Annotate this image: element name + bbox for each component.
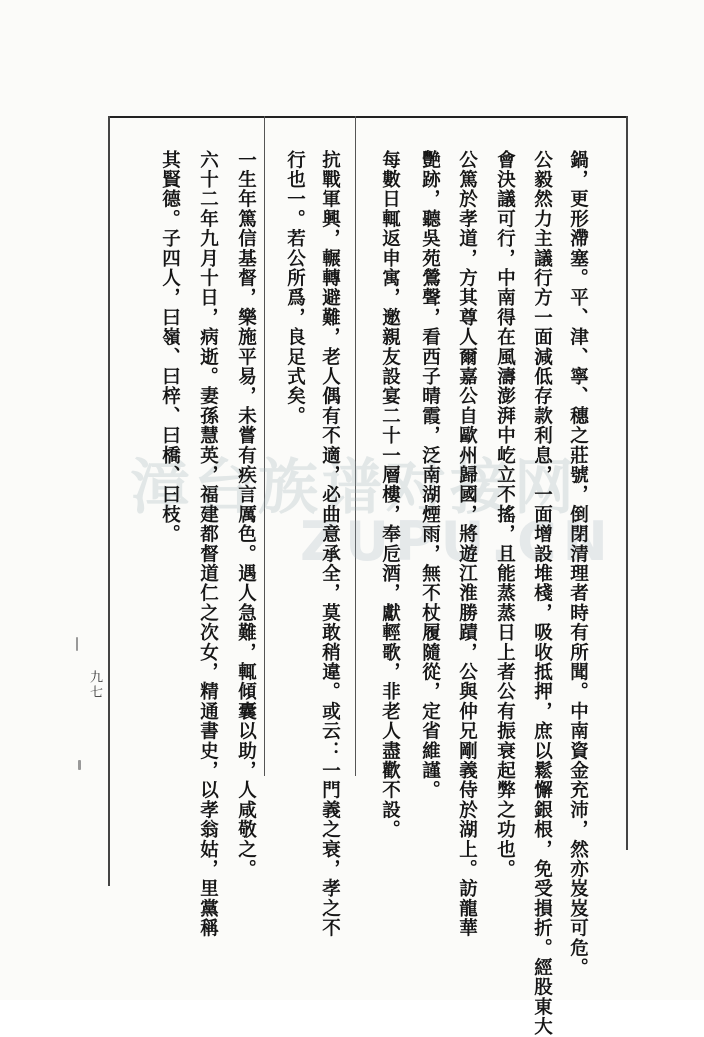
text-column-2: 公毅然力主議行方一面減低存款利息，一面增設堆棧，吸收抵押，庶以鬆懈銀根，免受損折。經股東大 [531, 150, 553, 1037]
text-column-6: 每數日輒返申寓，邀親友設宴二十一層樓，奉卮酒，獻輕歌，非老人盡歡不設。 [379, 150, 401, 840]
frame-left-rule [108, 116, 110, 886]
text-column-11: 其賢德。子四人，曰嶺、曰梓、曰橋、曰枝。 [159, 150, 181, 544]
frame-right-rule [626, 116, 628, 850]
frame-top-rule [108, 116, 628, 118]
page-number: 九七 [87, 670, 102, 700]
text-column-1: 鍋，更形滯塞。平、津、寧、穗之莊號，倒閉清理者時有所聞。中南資金充沛，然亦岌岌可危。 [567, 150, 589, 978]
text-column-5: 艷跡，聽吳苑鶯聲，看西子晴霞，泛南湖煙雨，無不杖履隨從，定省維謹。 [419, 150, 441, 801]
scan-speck [76, 637, 78, 651]
watermark-text: 漳台族谱对接网 [130, 453, 578, 523]
text-column-8: 行也一。若公所爲，良足式矣。 [284, 150, 306, 426]
watermark-url: ZUPU.CN [300, 510, 614, 573]
text-column-4: 公篤於孝道，方其尊人爾嘉公自歐州歸國，將遊江淮勝蹟，公與仲兄剛義侍於湖上。訪龍華 [456, 150, 478, 938]
text-column-7: 抗戰軍興，輾轉避難，老人偶有不適，必曲意承全，莫敢稍違。或云：一門義之衰，孝之不 [319, 150, 341, 938]
text-column-10: 六十二年九月十日，病逝。妻孫慧英，福建都督道仁之次女，精通書史，以孝翁姑，里黨稱 [197, 150, 219, 938]
text-column-3: 會決議可行，中南得在風濤澎湃中屹立不搖，且能蒸蒸日上者公有振衰起弊之功也。 [494, 150, 516, 879]
text-column-9: 一生年篤信基督，樂施平易，未嘗有疾言厲色。遇人急難，輒傾囊以助，人咸敬之。 [235, 150, 257, 879]
scan-speck [78, 760, 81, 770]
